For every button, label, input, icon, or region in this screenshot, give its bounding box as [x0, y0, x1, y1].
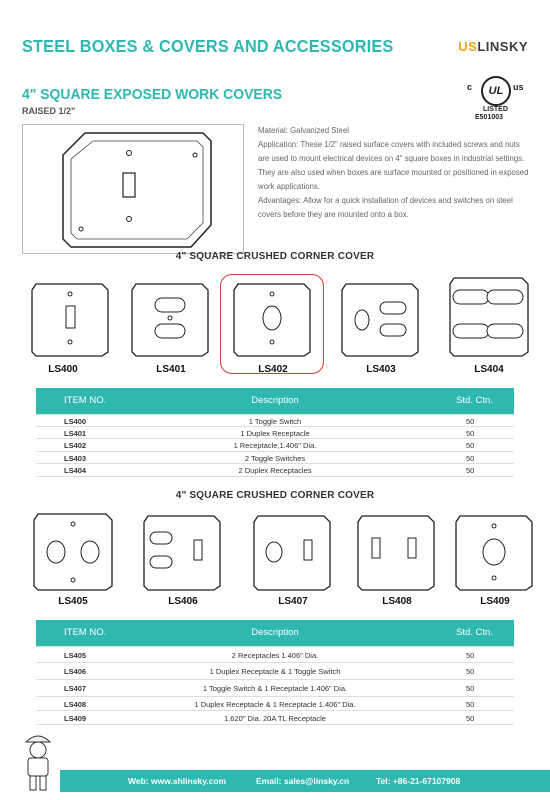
cell-description: 2 Toggle Switches [244, 453, 306, 463]
product-code: LS409 [480, 596, 510, 607]
table2 [36, 620, 514, 725]
cell-description: 1.620" Dia. 20A TL Receptacle [224, 714, 326, 723]
ul-file-number: E501003 [475, 114, 504, 121]
brand-logo-us: US [458, 39, 478, 54]
cell-ctn: 50 [466, 428, 475, 438]
column-header-ctn: Std. Ctn. [456, 395, 493, 406]
application-text: Application: These 1/2" raised surface covers with included screws and nuts are used to mount electrical devices on 4" square boxes in industrial settings. They are also used when boxes are surface mounted or positioned in exposed work applications. [258, 140, 529, 191]
cell-item: LS402 [64, 441, 87, 450]
section-subtitle: RAISED 1/2" [22, 106, 76, 116]
cell-item: LS407 [64, 684, 87, 693]
product-ls407 [250, 512, 336, 607]
cell-ctn: 50 [466, 651, 475, 660]
product-ls405 [30, 510, 116, 607]
cover-20a-receptacle-icon [452, 512, 538, 594]
worker-mascot-icon [18, 728, 58, 794]
column-header-description: Description [251, 395, 299, 406]
worker-mascot-drawing [18, 728, 58, 794]
cell-ctn: 50 [466, 714, 475, 723]
table1-header [36, 388, 514, 414]
table-row [36, 697, 514, 711]
cell-description: 1 Duplex Receptacle & 1 Toggle Switch [209, 667, 341, 676]
product-ls409 [452, 512, 538, 607]
product-code: LS407 [278, 596, 308, 607]
table1 [36, 388, 514, 477]
ul-us-text: us [513, 82, 524, 92]
contact-footer [60, 770, 550, 792]
product-code: LS404 [474, 364, 504, 375]
page-header [22, 36, 528, 60]
column-header-ctn: Std. Ctn. [456, 627, 493, 638]
product-ls408 [354, 512, 440, 607]
cover-duplex-and-toggle-icon [140, 512, 226, 594]
product-ls403 [338, 280, 424, 375]
cell-description: 1 Toggle Switch & 1 Receptacle 1.406" Dia. [202, 684, 348, 693]
section-title: 4" SQUARE EXPOSED WORK COVERS [22, 86, 283, 103]
cell-item: LS401 [64, 428, 87, 438]
table-row [36, 452, 514, 465]
column-header-item: ITEM NO. [64, 627, 107, 638]
cell-item: LS409 [64, 714, 87, 723]
cover-two-receptacle-icon [30, 510, 116, 594]
cover-duplex-and-receptacle-icon [354, 512, 440, 594]
product-ls400 [28, 280, 114, 375]
product-ls401 [128, 280, 214, 375]
table-row [36, 414, 514, 427]
cell-item: LS404 [64, 466, 87, 475]
page-title: STEEL BOXES & COVERS AND ACCESSORIES [22, 36, 394, 56]
cell-description: 2 Duplex Receptacles [238, 466, 312, 475]
product-code: LS408 [382, 596, 412, 607]
cell-ctn: 50 [466, 667, 475, 676]
product-ls404 [446, 274, 532, 375]
product-description [258, 124, 530, 222]
table-row [36, 646, 514, 663]
cover-double-duplex-icon [446, 274, 532, 360]
product-code: LS400 [48, 364, 78, 375]
cell-description: 1 Receptacle,1.406" Dia. [233, 441, 317, 450]
table-row [36, 439, 514, 452]
material-text: Material: Galvanized Steel [258, 126, 350, 135]
cell-ctn: 50 [466, 453, 475, 463]
footer-phone: Tel: +86-21-67107908 [376, 776, 461, 786]
cell-ctn: 50 [466, 417, 475, 426]
cover-double-toggle-icon [338, 280, 424, 360]
cell-ctn: 50 [466, 441, 475, 450]
cell-description: 1 Duplex Receptacle & 1 Receptacle 1.406" Dia. [194, 700, 356, 709]
cell-ctn: 50 [466, 466, 475, 475]
footer-web-link[interactable]: Web: www.shlinsky.com [128, 776, 227, 786]
table2-header [36, 620, 514, 646]
ul-logo-icon: UL [481, 76, 511, 106]
brand-logo-rest: LINSKY [477, 39, 528, 54]
product-code: LS401 [156, 364, 186, 375]
product-ls406 [140, 512, 226, 607]
cell-item: LS406 [64, 667, 87, 676]
cover-single-toggle-icon [28, 280, 114, 360]
product-code: LS405 [58, 596, 88, 607]
brand-logo [458, 39, 528, 54]
table-row [36, 680, 514, 697]
product-code: LS403 [366, 364, 396, 375]
product-code: LS402 [258, 364, 288, 375]
cell-description: 1 Toggle Switch [248, 417, 302, 426]
cover-toggle-and-receptacle-icon [250, 512, 336, 594]
featured-cover-drawing [23, 125, 243, 253]
table-row [36, 427, 514, 440]
column-header-description: Description [251, 627, 299, 638]
catalog2-heading: 4" SQUARE CRUSHED CORNER COVER [175, 490, 375, 501]
table-row [36, 663, 514, 680]
cell-item: LS400 [64, 417, 87, 426]
table-row [36, 711, 514, 725]
table-row [36, 464, 514, 477]
cell-description: 1 Duplex Receptacle [240, 428, 310, 438]
cover-duplex-receptacle-icon [128, 280, 214, 360]
featured-cover-image [22, 124, 244, 254]
ul-listed-mark [463, 76, 543, 126]
product-code: LS406 [168, 596, 198, 607]
catalog1-heading: 4" SQUARE CRUSHED CORNER COVER [175, 251, 375, 262]
cell-ctn: 50 [466, 684, 475, 693]
cell-item: LS403 [64, 453, 87, 463]
selected-product-highlight [220, 274, 324, 374]
cell-description: 2 Receptacles 1.406" Dia. [231, 651, 319, 660]
ul-c-text: c [467, 82, 473, 92]
cell-item: LS408 [64, 700, 87, 709]
cell-ctn: 50 [466, 700, 475, 709]
column-header-item: ITEM NO. [64, 395, 107, 406]
cell-item: LS405 [64, 651, 87, 660]
advantages-text: Advantages: Allow for a quick installation of devices and switches on steel covers before they are mounted onto a box. [258, 196, 513, 219]
ul-listed-text: LISTED [483, 106, 508, 113]
footer-email-link[interactable]: Email: sales@linsky.cn [256, 776, 350, 786]
